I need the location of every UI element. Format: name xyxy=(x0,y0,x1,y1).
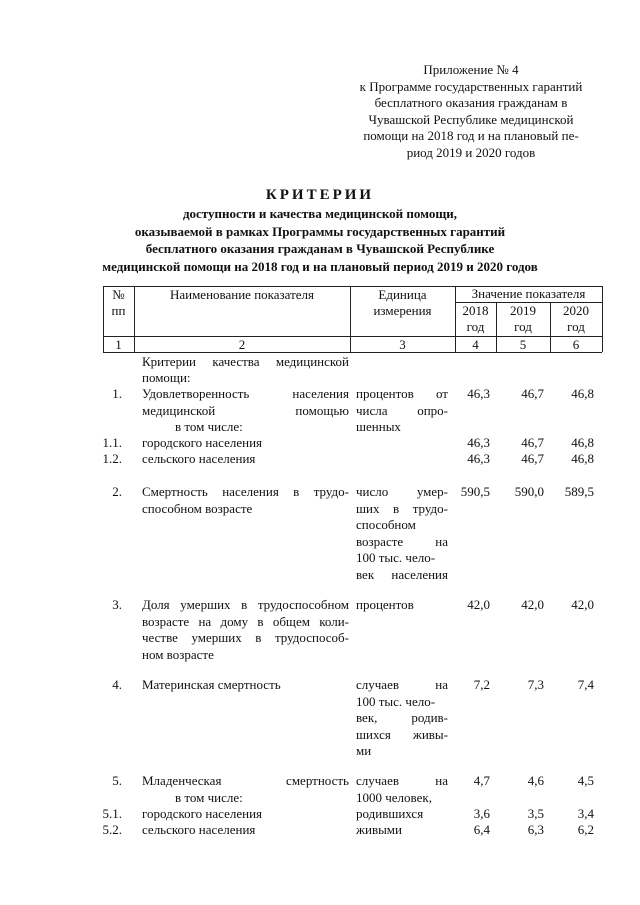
value-2020: 4,5 xyxy=(577,773,594,788)
header-year: год xyxy=(466,319,485,334)
value-2020: 7,4 xyxy=(577,677,594,692)
value-2019: 46,7 xyxy=(521,386,544,401)
appendix-line: Чувашской Республике медицинской xyxy=(368,111,574,127)
subtitle-line: медицинской помощи на 2018 год и на плановый период 2019 и 2020 годов xyxy=(102,258,538,274)
unit: 1000 человек, xyxy=(356,789,432,805)
column-number: 2 xyxy=(238,337,246,352)
value-2019: 7,3 xyxy=(527,677,544,692)
unit: способном xyxy=(356,517,416,532)
indicator-name: Младенческая смертность xyxy=(142,773,349,788)
indicator-name: медицинской помощью xyxy=(142,402,349,418)
column-number: 1 xyxy=(115,337,122,352)
unit: ми xyxy=(356,743,372,758)
section-heading: Критерии качества медицинской xyxy=(142,354,349,369)
header-year: 2018 xyxy=(462,303,489,318)
indicator-name: Доля умерших в трудоспособном xyxy=(142,597,349,612)
appendix-line: помощи на 2018 год и на плановый пе- xyxy=(363,128,579,143)
value-2018: 7,2 xyxy=(473,677,490,692)
unit: 100 тыс. чело- xyxy=(356,550,436,565)
indicator-name: способном возрасте xyxy=(142,500,253,516)
value-2018: 6,4 xyxy=(473,822,490,837)
value-2018: 42,0 xyxy=(467,597,490,612)
section-heading: помощи: xyxy=(142,370,191,385)
indicator-name: городского населения xyxy=(142,806,263,821)
appendix-line: к Программе государственных гарантий xyxy=(359,78,583,94)
value-2019: 6,3 xyxy=(527,822,544,837)
value-2018: 3,6 xyxy=(473,806,490,821)
indicator-name: Материнская смертность xyxy=(142,677,281,692)
indicator-name: в том числе: xyxy=(175,789,243,805)
header-unit: измерения xyxy=(373,303,432,318)
row-number: 5. xyxy=(112,773,122,788)
indicator-name: возрасте на дому в общем коли- xyxy=(142,613,349,629)
unit: процентов от xyxy=(356,386,448,401)
unit: ших в трудо- xyxy=(356,500,448,516)
column-number: 5 xyxy=(519,337,527,352)
value-2018: 46,3 xyxy=(467,451,490,466)
row-number: 5.2. xyxy=(102,822,122,837)
indicator-name: честве умерших в трудоспособ- xyxy=(142,630,349,645)
value-2019: 42,0 xyxy=(521,597,544,612)
value-2018: 46,3 xyxy=(467,435,490,450)
row-number: 4. xyxy=(112,677,122,692)
unit: случаев на xyxy=(356,773,448,788)
value-2019: 4,6 xyxy=(527,773,544,788)
row-number: 1.2. xyxy=(102,451,122,466)
header-year: год xyxy=(567,319,585,334)
unit: живыми xyxy=(356,822,402,837)
subtitle-line: доступности и качества медицинской помощи, xyxy=(182,206,458,221)
value-2018: 590,5 xyxy=(460,484,490,499)
value-2019: 3,5 xyxy=(527,806,544,821)
value-2020: 42,0 xyxy=(571,597,594,612)
header-num: пп xyxy=(111,303,126,318)
header-name: Наименование показателя xyxy=(169,287,315,302)
header-year: 2020 xyxy=(563,303,589,318)
value-2018: 4,7 xyxy=(473,773,490,788)
value-2018: 46,3 xyxy=(467,386,490,401)
unit: случаев на xyxy=(356,677,448,692)
column-number: 6 xyxy=(572,337,580,352)
subtitle-line: бесплатного оказания гражданам в Чувашской Республике xyxy=(145,241,495,256)
row-number: 5.1. xyxy=(102,806,122,821)
value-2019: 590,0 xyxy=(514,484,544,499)
value-2020: 46,8 xyxy=(571,386,594,401)
value-2019: 46,7 xyxy=(521,451,544,466)
row-number: 1.1. xyxy=(102,435,122,450)
indicator-name: Смертность населения в трудо- xyxy=(142,484,349,499)
document-title: КРИТЕРИИ xyxy=(265,187,375,203)
header-unit: Единица xyxy=(378,287,427,302)
unit: век, родив- xyxy=(356,710,448,725)
value-2020: 3,4 xyxy=(577,806,594,821)
unit: возрасте на xyxy=(356,533,448,549)
value-2020: 6,2 xyxy=(577,822,594,837)
row-number: 2. xyxy=(112,484,122,499)
value-2020: 46,8 xyxy=(571,451,594,466)
header-num: № xyxy=(112,287,125,302)
row-number: 1. xyxy=(112,386,122,401)
indicator-name: в том числе: xyxy=(175,419,243,434)
column-number: 4 xyxy=(472,337,479,352)
unit: шенных xyxy=(356,419,401,434)
subtitle-line: оказываемой в рамках Программы государственных гарантий xyxy=(134,223,506,239)
unit: число умер- xyxy=(356,484,448,499)
appendix-line: риод 2019 и 2020 годов xyxy=(406,144,536,160)
unit: родившихся xyxy=(356,806,424,821)
indicator-name: городского населения xyxy=(142,435,263,450)
header-year: год xyxy=(514,319,532,334)
indicator-name: ном возрасте xyxy=(142,646,214,662)
indicator-name: сельского населения xyxy=(142,451,256,466)
unit: процентов xyxy=(356,597,414,612)
value-2020: 46,8 xyxy=(571,435,594,450)
header-year: 2019 xyxy=(510,303,536,318)
unit: шихся живы- xyxy=(356,726,448,742)
value-2019: 46,7 xyxy=(521,435,544,450)
row-number: 3. xyxy=(112,597,122,612)
column-divider xyxy=(602,286,603,352)
unit: 100 тыс. чело- xyxy=(356,693,436,709)
appendix-line: бесплатного оказания гражданам в xyxy=(374,95,568,110)
unit: век населения xyxy=(356,566,448,582)
header-value: Значение показателя xyxy=(471,286,586,301)
unit: числа опро- xyxy=(356,402,448,418)
value-2020: 589,5 xyxy=(564,484,594,499)
indicator-name: Удовлетворенность населения xyxy=(142,386,349,401)
indicator-name: сельского населения xyxy=(142,822,256,837)
appendix-line: Приложение № 4 xyxy=(423,62,519,77)
column-number: 3 xyxy=(399,337,406,352)
